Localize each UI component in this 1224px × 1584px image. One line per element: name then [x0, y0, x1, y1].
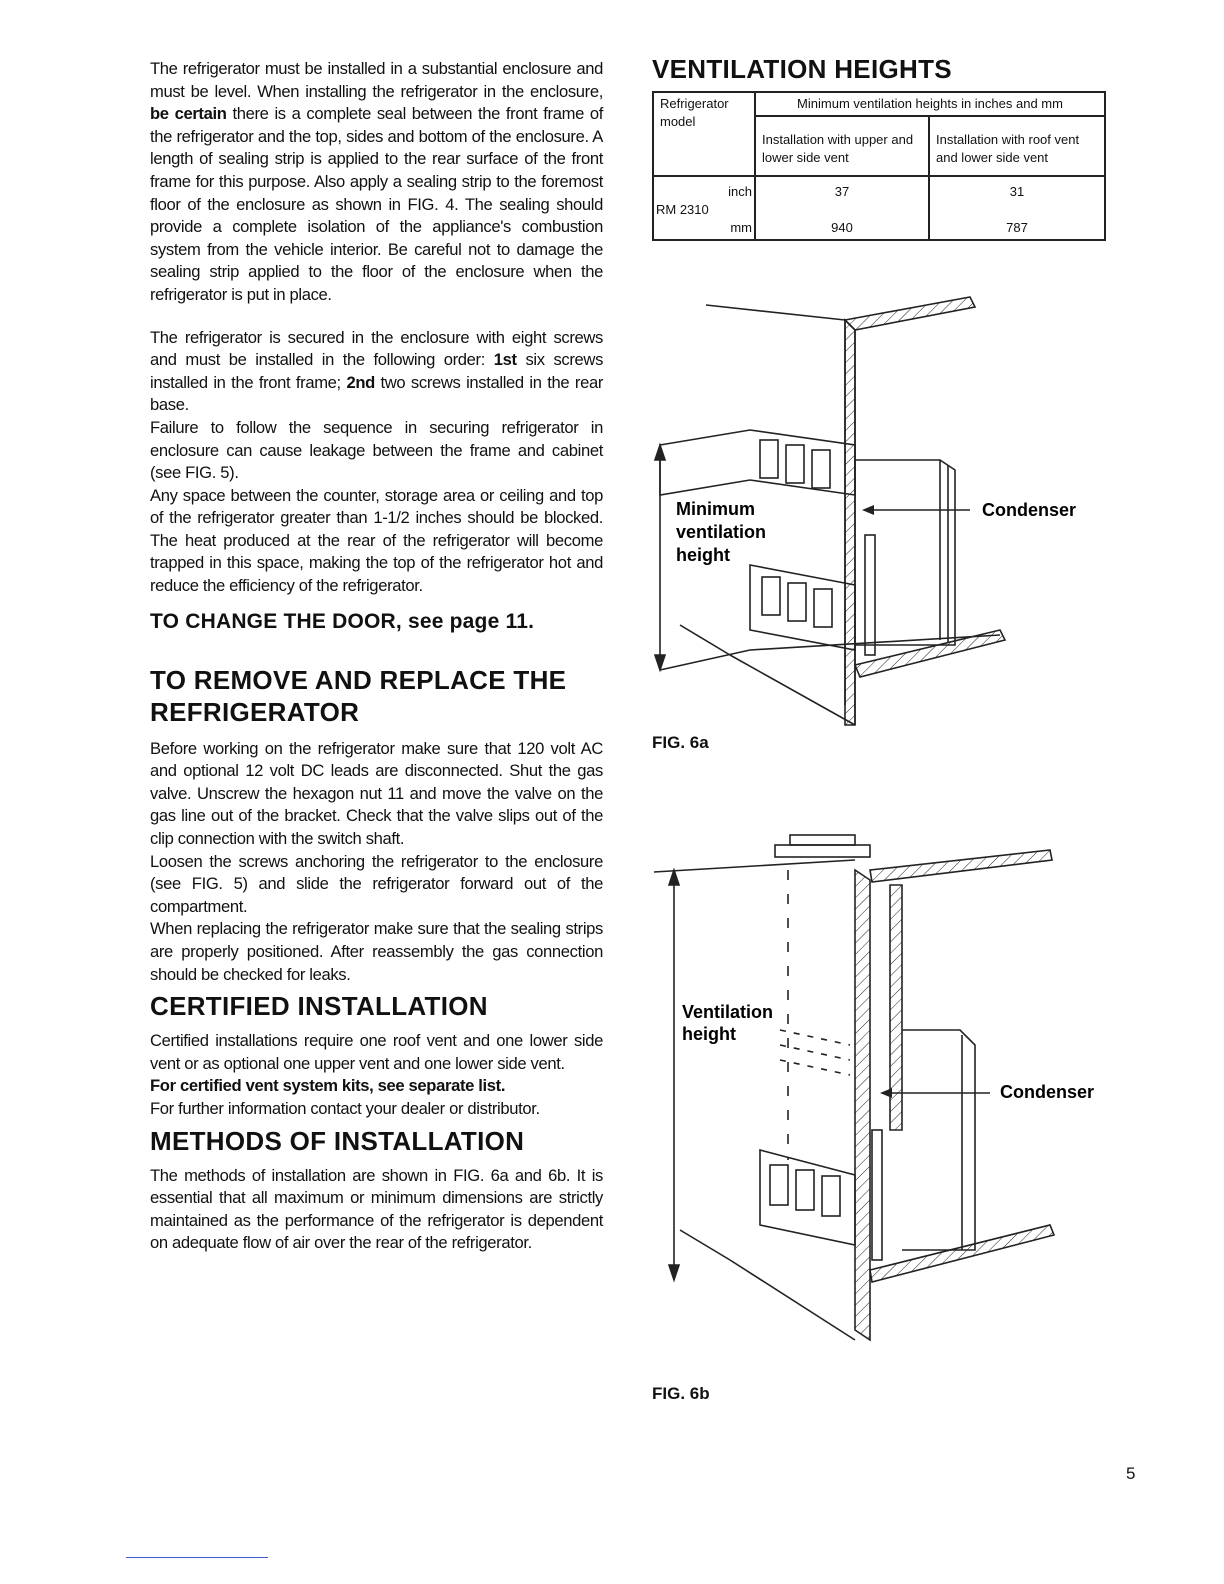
- fig-6a-diagram: [640, 285, 1100, 745]
- ventilation-heights-title: VENTILATION HEIGHTS: [652, 54, 952, 84]
- dealer-paragraph: For further information contact your dealer or distributor.: [150, 1098, 540, 1118]
- fig6a-label-minimum: Minimum: [676, 499, 755, 519]
- upper-lower-inch: 37: [834, 184, 850, 199]
- bottom-divider: [126, 1557, 268, 1558]
- intro-paragraph: [150, 58, 603, 307]
- failure-paragraph: Failure to follow the sequence in securing refrigerator in enclosure can cause leakage between the frame and cabinet (see FIG. 5).: [150, 417, 603, 483]
- loosen-paragraph: Loosen the screws anchoring the refrigerator to the enclosure (see FIG. 5) and slide the refrigerator forward out of the compartment.: [150, 851, 603, 916]
- certified-paragraph: Certified installations require one roof vent and one lower side vent or as optional one upper vent and one lower side vent.: [150, 1031, 603, 1073]
- right-column: [652, 54, 1112, 241]
- roof-lower-header: Installation with roof vent and lower side vent: [929, 116, 1105, 176]
- intro-bold: be certain: [150, 104, 227, 124]
- intro-text-2: there is a complete seal between the front frame of the refrigerator and the top, sides and bottom of the enclosure. A length of sealing strip is applied to the rear surface of the front frame for this purpose. Also apply a sealing strip to the foremost floor of the enclosure as shown in FIG. 4. The sealing should provide a complete isolation of the appliance's combustion system from the vehicle interior. Be careful not to damage the sealing strip applied to the floor of the enclosure when the refrigerator is put in place.: [150, 104, 603, 304]
- fig-6b-illustration: [640, 830, 1110, 1360]
- upper-lower-header: Installation with upper and lower side vent: [755, 116, 929, 176]
- upper-lower-values: [755, 176, 929, 240]
- min-heights-header: Minimum ventilation heights in inches and mm: [755, 92, 1105, 116]
- screws-text: The refrigerator is secured in the enclosure with eight screws and must be installed in the following order:: [150, 327, 603, 370]
- page-number: 5: [1126, 1464, 1136, 1483]
- roof-lower-inch: 31: [1009, 184, 1025, 199]
- ventilation-table: [652, 91, 1106, 241]
- fig6b-label-ventilation: Ventilation: [682, 1002, 774, 1022]
- intro-text-1: The refrigerator must be installed in a substantial enclosure and must be level. When installing the refrigerator in the enclosure,: [150, 59, 603, 101]
- screws-mid: six screws installed in the front frame;: [150, 350, 604, 392]
- model-cell: [653, 176, 755, 240]
- screws-end: two screws installed in the rear base.: [150, 372, 603, 415]
- fig6a-label-height: height: [676, 545, 730, 565]
- before-working-paragraph: Before working on the refrigerator make sure that 120 volt AC and optional 12 volt DC leads are disconnected. Shut the gas valve. Unscrew the hexagon nut 11 and move the valve on the gas line out of the bracket. Check that the valve slips out of the clip connection with the switch shaft.: [150, 738, 603, 849]
- model-header-cell: Refrigerator model: [653, 92, 755, 176]
- vent-kits-note: For certified vent system kits, see separate list.: [150, 1076, 506, 1096]
- certified-heading: CERTIFIED INSTALLATION: [150, 991, 488, 1022]
- unit-mm: mm: [730, 220, 752, 235]
- roof-lower-values: [929, 176, 1105, 240]
- model-name: RM 2310: [656, 202, 709, 217]
- fig-6b-diagram: [640, 830, 1110, 1360]
- upper-lower-mm: 940: [831, 220, 853, 235]
- fig-6b-caption: FIG. 6b: [652, 1384, 710, 1403]
- methods-heading: METHODS OF INSTALLATION: [150, 1125, 525, 1156]
- second-label: 2nd: [346, 372, 375, 392]
- change-door-note: TO CHANGE THE DOOR, see page 11.: [150, 609, 535, 633]
- roof-lower-mm: 787: [1006, 220, 1028, 235]
- fig-6a-caption: FIG. 6a: [652, 733, 709, 752]
- fig6a-label-condenser: Condenser: [982, 500, 1077, 520]
- fig6a-label-ventilation: ventilation: [676, 522, 767, 542]
- fig6b-label-height: height: [682, 1024, 736, 1044]
- first-label: 1st: [493, 350, 517, 370]
- left-column: [150, 58, 603, 1255]
- fig-6a-illustration: [640, 285, 1100, 745]
- replacing-paragraph: When replacing the refrigerator make sure that the sealing strips are properly positioned. After reassembly the gas connection should be checked for leaks.: [150, 919, 603, 984]
- remove-replace-heading: TO REMOVE AND REPLACE THE REFRIGERATOR: [150, 664, 567, 727]
- fig6b-label-condenser: Condenser: [1000, 1082, 1095, 1102]
- unit-inch: inch: [728, 184, 752, 199]
- methods-paragraph: The methods of installation are shown in FIG. 6a and 6b. It is essential that all maximum or minimum dimensions are strictly maintained as the performance of the refrigerator is dependent on adequate flow of air over the rear of the refrigerator.: [150, 1165, 603, 1253]
- screws-paragraph: [150, 327, 603, 417]
- space-paragraph: Any space between the counter, storage area or ceiling and top of the refrigerator greater than 1-1/2 inches should be blocked. The heat produced at the rear of the refrigerator will become trapped in this space, making the top of the refrigerator hot and reduce the efficiency of the refrigerator.: [150, 485, 603, 596]
